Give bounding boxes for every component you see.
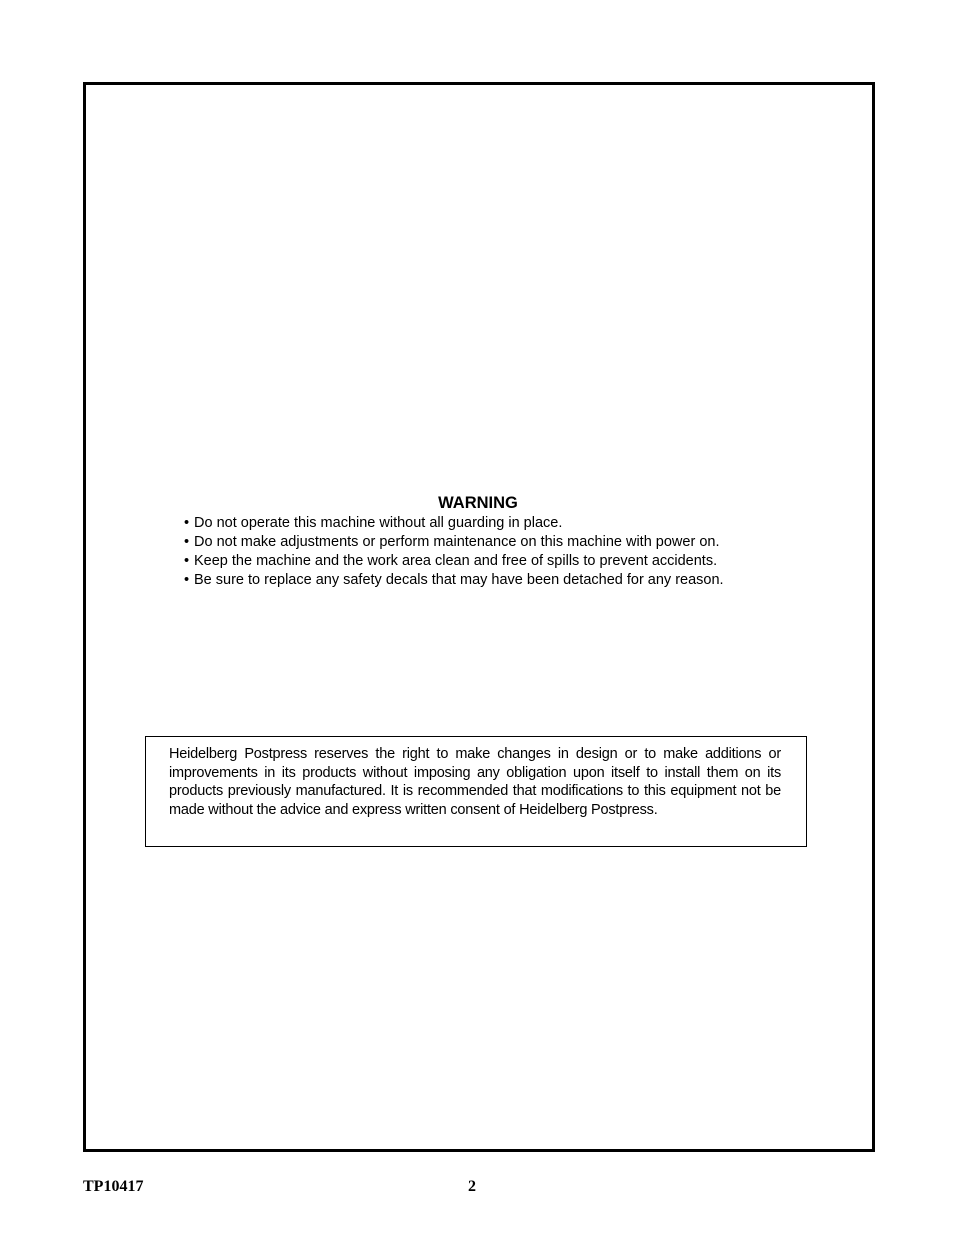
warning-list [184, 514, 724, 590]
warning-section [86, 493, 872, 588]
footer-page-number: 2 [468, 1178, 476, 1195]
notice-box [145, 736, 807, 847]
warning-item [184, 571, 724, 590]
warning-item-text: Keep the machine and the work area clean and free of spills to prevent accidents. [194, 553, 718, 569]
warning-item [184, 514, 724, 533]
warning-item-text: Be sure to replace any safety decals that may have been detached for any reason. [194, 572, 724, 588]
bullet-icon: • [184, 534, 190, 550]
bullet-icon: • [184, 553, 190, 569]
bullet-icon: • [184, 515, 190, 531]
warning-title: WARNING [438, 494, 518, 512]
warning-item [184, 552, 724, 571]
warning-item [184, 533, 724, 552]
warning-item-text: Do not make adjustments or perform maintenance on this machine with power on. [194, 534, 720, 550]
footer-doc-number: TP10417 [83, 1178, 144, 1195]
notice-text: Heidelberg Postpress reserves the right to make changes in design or to make additions or improvements in its products without imposing any obligation upon itself to install them on its products previously manufactured. It is recommended that modifications to this equipment not be made without the advice and express written consent of Heidelberg Postpress. [169, 746, 781, 819]
warning-item-text: Do not operate this machine without all guarding in place. [194, 515, 563, 531]
bullet-icon: • [184, 572, 190, 588]
page-border-frame [83, 82, 875, 1152]
